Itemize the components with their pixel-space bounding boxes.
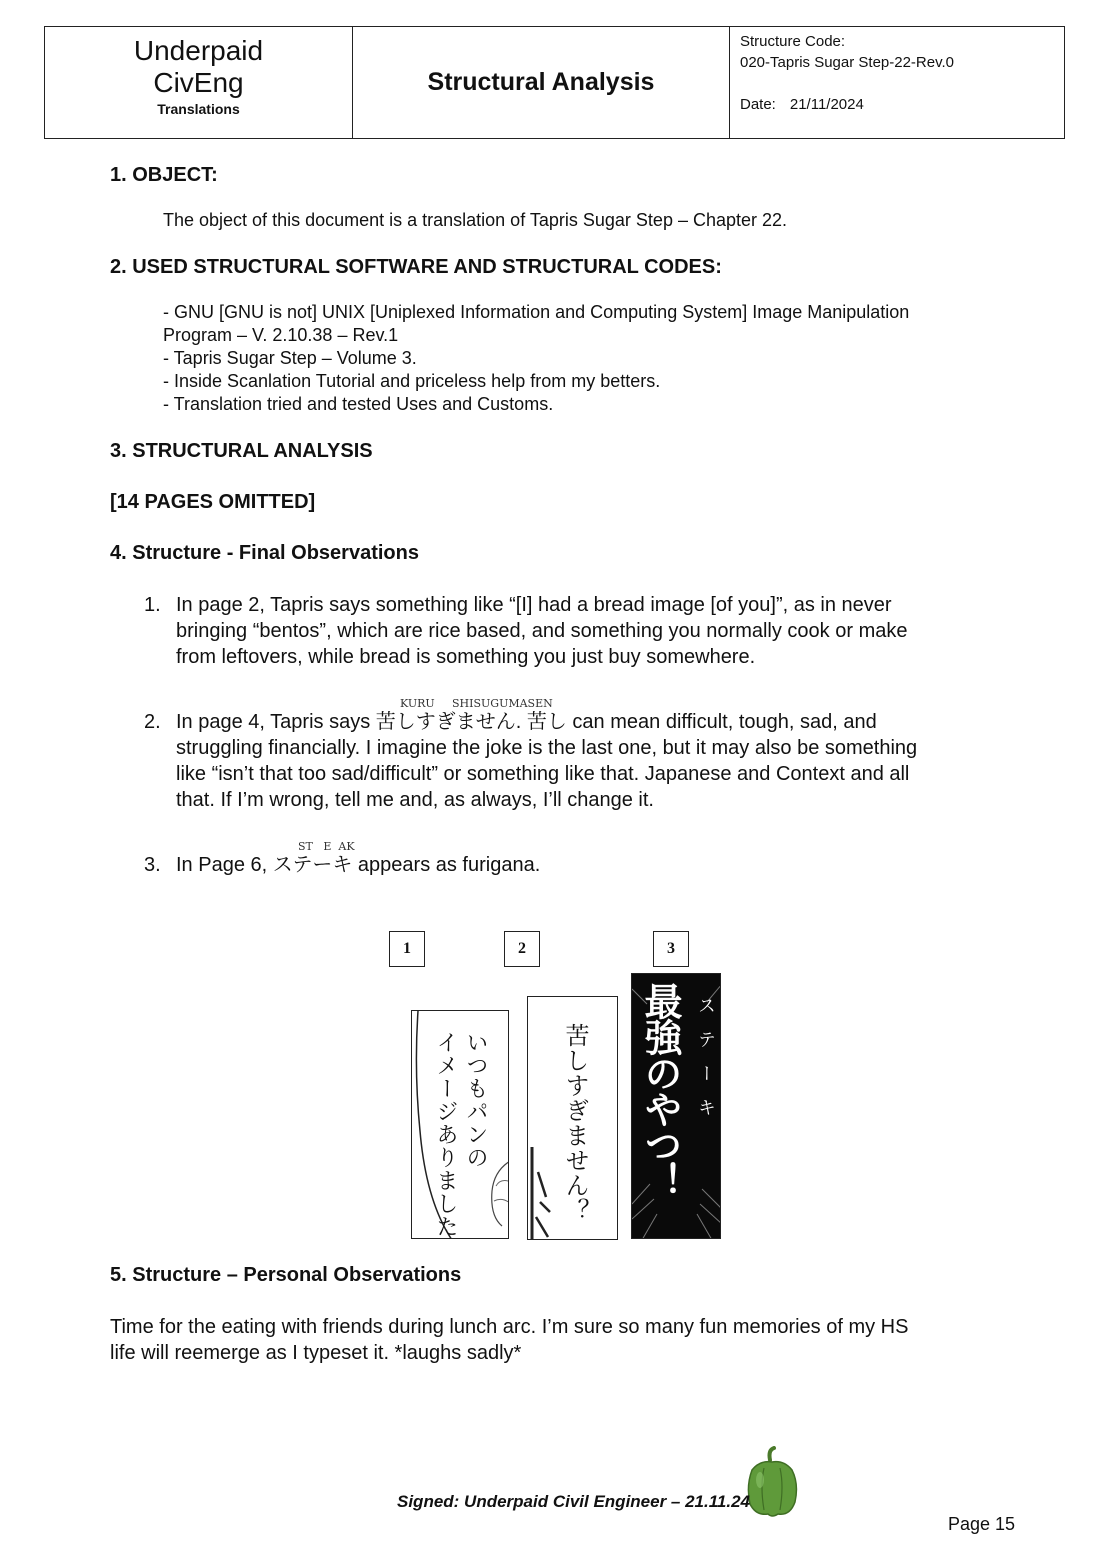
- obs-2-ruby-shisugumasen: SHISUGUMASEN: [452, 697, 553, 710]
- panel-1-text-col-1: いつもパンの: [463, 1031, 488, 1169]
- signature: Signed: Underpaid Civil Engineer – 21.11.24: [397, 1492, 751, 1511]
- section-5-title: 5. Structure – Personal Observations: [110, 1264, 462, 1286]
- panel-2-label: 2: [504, 931, 540, 967]
- section-1-text: The object of this document is a translation of Tapris Sugar Step – Chapter 22.: [163, 210, 788, 230]
- page-number: Page 15: [948, 1514, 1016, 1534]
- obs-3-number: 3.: [144, 854, 161, 876]
- obs-3-jp: ステーキ: [272, 852, 353, 876]
- obs-2-jp-word: 苦し: [526, 709, 567, 733]
- obs-2-prefix: In page 4, Tapris says: [176, 711, 376, 733]
- obs-2-line-4: that. If I’m wrong, tell me and, as always, I’ll change it.: [176, 789, 654, 811]
- obs-1-line-1: In page 2, Tapris says something like “[I] had a bread image [of you]”, as in never: [176, 594, 892, 616]
- manga-panel-3: [631, 973, 721, 1239]
- meta-cell: [730, 27, 1064, 138]
- green-pepper-icon: [742, 1446, 802, 1518]
- brand-cell: [45, 27, 353, 138]
- software-line-2: Program – V. 2.10.38 – Rev.1: [163, 325, 399, 345]
- panel-3-furigana: ステーキ: [695, 996, 716, 1132]
- manga-panel-1: [411, 1010, 509, 1239]
- manga-panel-2: [527, 996, 618, 1240]
- obs-2-mid: .: [515, 711, 527, 733]
- obs-1-line-3: from leftovers, while bread is something you just buy somewhere.: [176, 646, 756, 668]
- obs-2-number: 2.: [144, 711, 161, 733]
- section-2-title: 2. USED STRUCTURAL SOFTWARE AND STRUCTURAL CODES:: [110, 256, 722, 278]
- structure-code: 020-Tapris Sugar Step-22-Rev.0: [740, 54, 954, 71]
- date-value: 21/11/2024: [789, 96, 864, 113]
- date-row: [740, 94, 1054, 115]
- obs-2-jp-phrase: 苦しすぎません: [375, 709, 516, 733]
- obs-1-line-2: bringing “bentos”, which are rice based, and something you normally cook or make: [176, 620, 908, 642]
- section-3-title: 3. STRUCTURAL ANALYSIS: [110, 440, 373, 462]
- obs-2-line-3: like “isn’t that too sad/difficult” or something like that. Japanese and Context and all: [176, 763, 910, 785]
- brand-line1: Underpaid: [133, 35, 264, 66]
- panel-3-main-text: 最強のやつ！: [638, 982, 682, 1198]
- date-label: Date:: [740, 96, 776, 113]
- document-title: Structural Analysis: [353, 27, 730, 138]
- brand-line3: Translations: [157, 101, 240, 117]
- obs-3-prefix: In Page 6,: [176, 854, 273, 876]
- obs-2-ruby-kuru: KURU: [400, 697, 435, 710]
- software-line-1: - GNU [GNU is not] UNIX [Uniplexed Information and Computing System] Image Manipulation: [163, 302, 910, 322]
- obs-3-suffix: appears as furigana.: [352, 854, 541, 876]
- panel-1-text-col-2: イメージありました: [433, 1031, 458, 1238]
- brand-line2: CivEng: [153, 67, 244, 98]
- section-1-title: 1. OBJECT:: [110, 164, 218, 186]
- personal-obs-line-1: Time for the eating with friends during lunch arc. I’m sure so many fun memories of my HS: [110, 1316, 909, 1338]
- obs-2-suffix: can mean difficult, tough, sad, and: [566, 711, 877, 733]
- document-header: [44, 26, 1065, 139]
- panel-2-text: 苦しすぎません？: [561, 1023, 589, 1223]
- pages-omitted: [14 PAGES OMITTED]: [110, 491, 316, 513]
- panel-3-label: 3: [653, 931, 689, 967]
- software-line-3: - Tapris Sugar Step – Volume 3.: [163, 348, 417, 368]
- structure-code-label: Structure Code:: [740, 33, 846, 50]
- obs-3-ruby: ST E AK: [298, 840, 355, 853]
- software-line-5: - Translation tried and tested Uses and Customs.: [163, 394, 554, 414]
- obs-3-line-1: [176, 851, 540, 878]
- obs-1-number: 1.: [144, 594, 161, 616]
- obs-2-line-1: [176, 708, 877, 735]
- obs-2-line-2: struggling financially. I imagine the joke is the last one, but it may also be something: [176, 737, 918, 759]
- software-line-4: - Inside Scanlation Tutorial and priceless help from my betters.: [163, 371, 661, 391]
- section-4-title: 4. Structure - Final Observations: [110, 542, 419, 564]
- personal-obs-line-2: life will reemerge as I typeset it. *laughs sadly*: [110, 1342, 522, 1364]
- panel-1-label: 1: [389, 931, 425, 967]
